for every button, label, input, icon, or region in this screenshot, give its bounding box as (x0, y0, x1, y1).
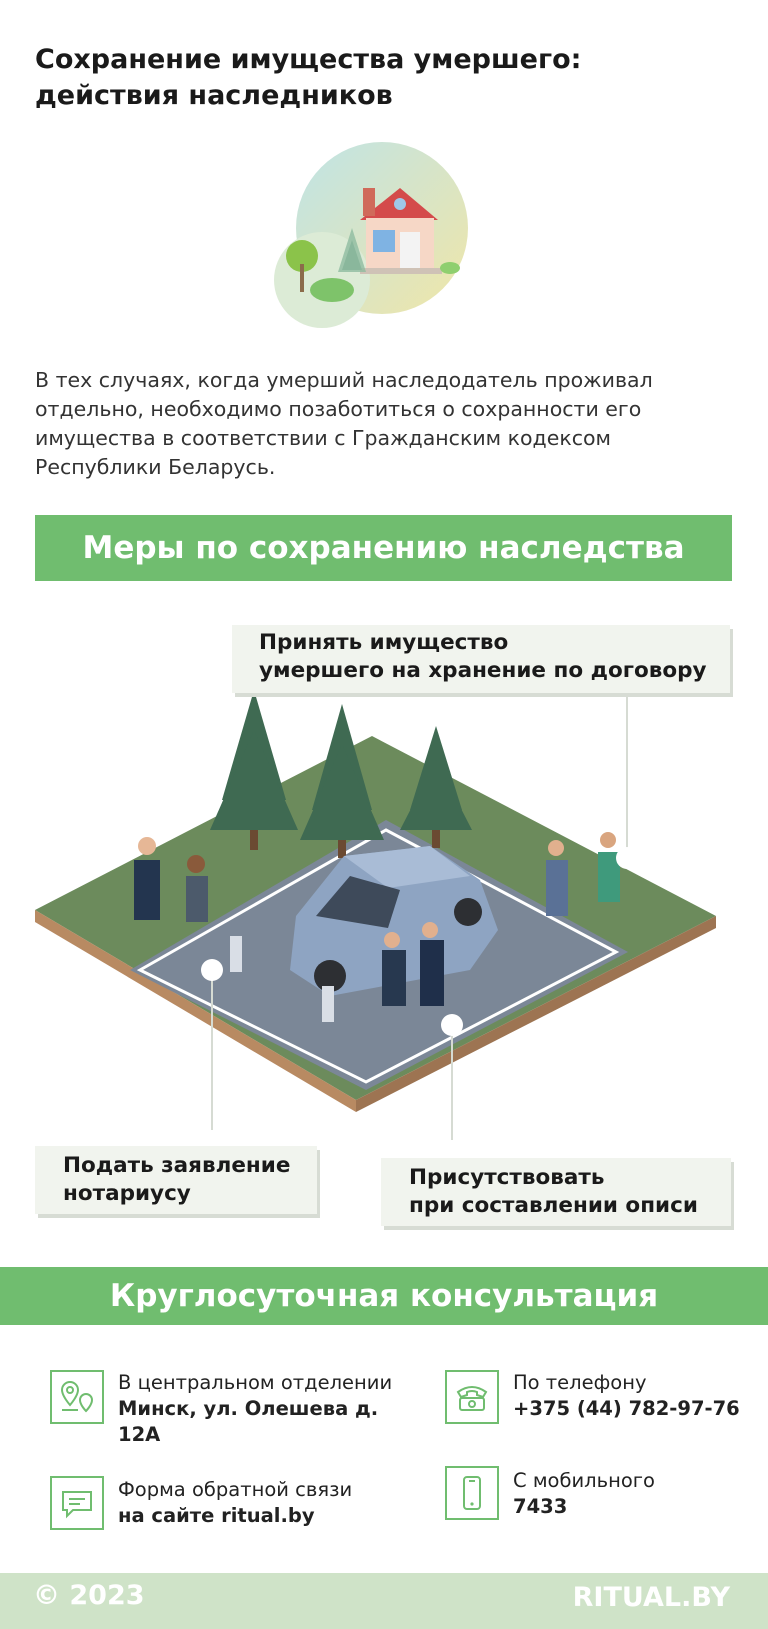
location-pin-icon (50, 1370, 104, 1424)
title-line-2: действия наследников (35, 80, 393, 111)
contact-office-label: В центральном отделении (118, 1371, 393, 1394)
measure-1-line-1: Принять имущество (259, 630, 509, 655)
mobile-icon (445, 1466, 499, 1520)
contact-mobile (513, 1468, 743, 1520)
contact-feedback-label: Форма обратной связи (118, 1478, 353, 1501)
measure-callout-inventory (381, 1158, 731, 1226)
intro-paragraph: В тех случаях, когда умерший наследодатель проживал отдельно, необходимо позаботиться о сохранности его имущества в соответствии с Гражданским кодексом Республики Беларусь. (35, 368, 653, 479)
page-title (35, 42, 735, 114)
parking-scene-illustration (0, 680, 768, 1140)
title-line-1: Сохранение имущества умершего: (35, 44, 582, 75)
phone-icon (445, 1370, 499, 1424)
contact-mobile-number[interactable]: 7433 (513, 1495, 568, 1518)
contact-office-address: Минск, ул. Олешева д. 12А (118, 1397, 379, 1446)
measure-2-line-1: Подать заявление (63, 1153, 291, 1178)
chat-icon (50, 1476, 104, 1530)
contact-feedback (118, 1477, 418, 1529)
measure-3-line-1: Присутствовать (409, 1165, 605, 1190)
contact-feedback-link[interactable]: на сайте ritual.by (118, 1504, 315, 1527)
contact-phone-number[interactable]: +375 (44) 782-97-76 (513, 1397, 740, 1420)
measure-2-line-2: нотариусу (63, 1181, 191, 1206)
house-illustration (270, 140, 475, 330)
measures-heading: Меры по сохранению наследства (35, 515, 732, 581)
measure-callout-storage (232, 625, 730, 693)
footer-copyright: © 2023 (33, 1580, 145, 1611)
footer-brand[interactable]: RITUAL.BY (572, 1582, 730, 1613)
contact-phone (513, 1370, 743, 1422)
measure-3-line-2: при составлении описи (409, 1193, 698, 1218)
measure-callout-notary (35, 1146, 317, 1214)
contact-mobile-label: С мобильного (513, 1469, 655, 1492)
measure-1-line-2: умершего на хранение по договору (259, 658, 707, 683)
contact-phone-label: По телефону (513, 1371, 647, 1394)
consultation-heading: Круглосуточная консультация (0, 1267, 768, 1325)
contact-office (118, 1370, 418, 1448)
